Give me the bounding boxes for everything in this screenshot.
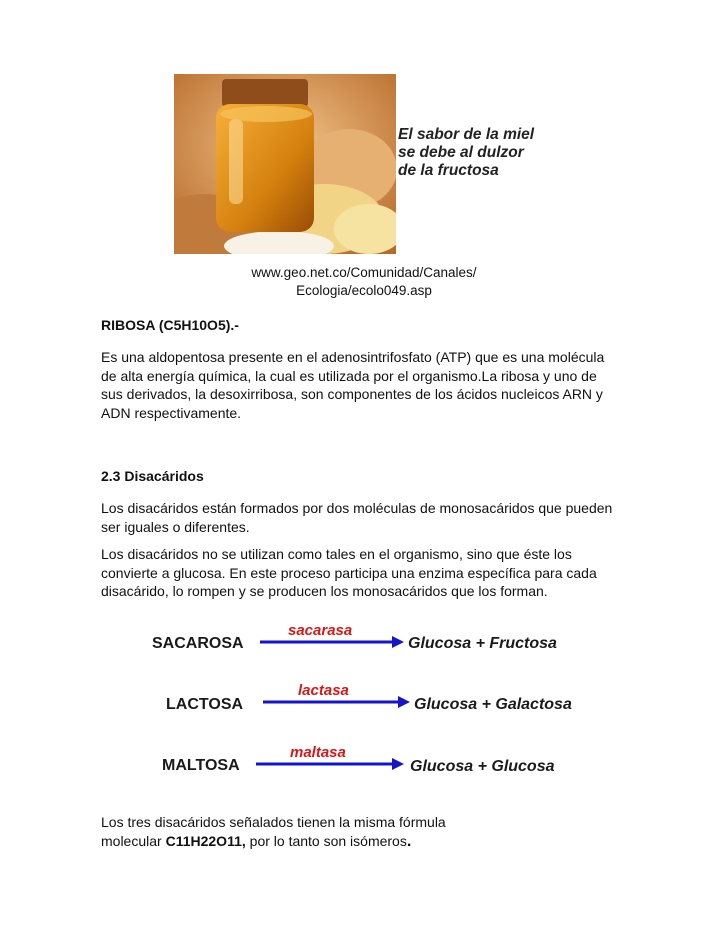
ribosa-title: RIBOSA (C5H10O5).- [101, 317, 239, 333]
caption-line: de la fructosa [398, 162, 499, 179]
text-line: ser iguales o diferentes. [101, 518, 250, 535]
text-line: de alta energía química, la cual es utilizada por el organismo.La ribosa y uno de [101, 367, 597, 384]
text-segment: . [406, 832, 412, 850]
substrate-label: SACAROSA [152, 635, 244, 652]
conclusion-paragraph [101, 813, 631, 851]
caption-line: El sabor de la miel [398, 126, 535, 143]
text-segment: molecular [101, 832, 166, 849]
text-line: Los tres disacáridos señalados tienen la misma fórmula [101, 814, 446, 830]
text-line: Los disacáridos están formados por dos moléculas de monosacáridos que pueden [101, 500, 613, 516]
text-line: disacárido, lo rompen y se producen los monosacáridos que los forman. [101, 583, 548, 600]
source-url-line: Ecologia/ecolo049.asp [296, 283, 432, 298]
disacaridos-paragraph-2 [101, 545, 631, 601]
text-line: convierte a glucosa. En este proceso participa una enzima específica para cada [101, 564, 597, 581]
text-line: ADN respectivamente. [101, 404, 242, 421]
text-line: Los disacáridos no se utilizan como tales en el organismo, sino que éste los [101, 546, 572, 562]
figure-caption [398, 126, 538, 180]
text-line: sus derivados, la desoxirribosa, son componentes de los ácidos nucleicos ARN y [101, 386, 603, 403]
products-label: Glucosa + Glucosa [410, 758, 555, 775]
disacaridos-title: 2.3 Disacáridos [101, 468, 204, 484]
disacaridos-paragraph-1 [101, 499, 631, 536]
text-line: Es una aldopentosa presente en el adenosintrifosfato (ATP) que es una molécula [101, 349, 605, 365]
text-segment: por lo tanto son isómeros [245, 832, 407, 849]
ribosa-paragraph [101, 348, 631, 422]
molecular-formula: C11H22O11, [165, 832, 246, 849]
caption-line: se debe al dulzor [398, 144, 524, 161]
source-url-line: www.geo.net.co/Comunidad/Canales/ [251, 265, 477, 280]
hydrolysis-diagram [130, 618, 600, 788]
enzyme-label: lactasa [298, 682, 349, 699]
substrate-label: LACTOSA [166, 696, 244, 713]
products-label: Glucosa + Fructosa [408, 635, 557, 652]
enzyme-label: maltasa [290, 744, 346, 761]
honey-figure [174, 74, 534, 254]
text-line [101, 832, 631, 852]
honey-jar-photo [174, 74, 396, 254]
enzyme-label: sacarasa [288, 622, 353, 639]
products-label: Glucosa + Galactosa [414, 696, 572, 713]
arrow-head [398, 696, 410, 708]
arrow-head [392, 636, 404, 648]
substrate-label: MALTOSA [162, 757, 240, 774]
arrow-head [392, 758, 404, 770]
